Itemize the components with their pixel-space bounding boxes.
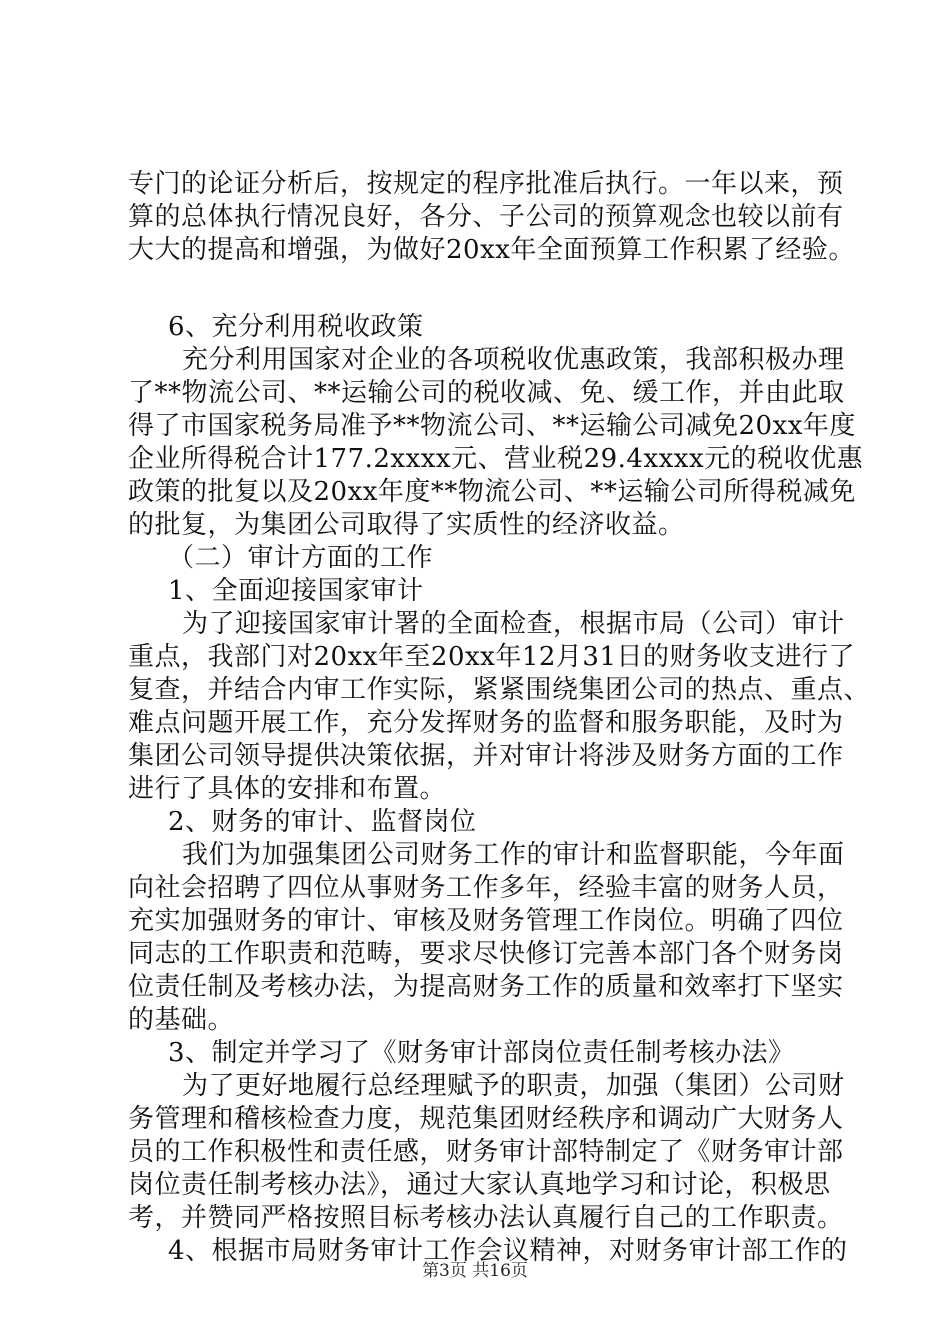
- document-body: [128, 168, 871, 1268]
- text-line: 复查，并结合内审工作实际，紧紧围绕集团公司的热点、重点、: [128, 675, 871, 705]
- text-line: 的基础。: [128, 1005, 235, 1035]
- text-line: 得了市国家税务局准予**物流公司、**运输公司减免20xx年度: [128, 411, 856, 441]
- text-line: 为了迎接国家审计署的全面检查，根据市局（公司）审计: [182, 609, 845, 639]
- text-line: 了**物流公司、**运输公司的税收减、免、缓工作，并由此取: [128, 378, 845, 408]
- text-line: 难点问题开展工作，充分发挥财务的监督和服务职能，及时为: [128, 708, 844, 738]
- text-line: 充分利用国家对企业的各项税收优惠政策，我部积极办理: [182, 345, 845, 375]
- text-line: 我们为加强集团公司财务工作的审计和监督职能，今年面: [182, 840, 845, 870]
- text-line: 重点，我部门对20xx年至20xx年12月31日的财务收支进行了: [128, 642, 855, 672]
- page-footer: 第3页 共16页: [422, 1261, 528, 1281]
- section-heading-3: 3、制定并学习了《财务审计部岗位责任制考核办法》: [168, 1038, 795, 1068]
- text-line: 大大的提高和增强，为做好20xx年全面预算工作积累了经验。: [128, 235, 855, 265]
- text-line: 同志的工作职责和范畴，要求尽快修订完善本部门各个财务岗: [128, 939, 844, 969]
- text-line: 算的总体执行情况良好，各分、子公司的预算观念也较以前有: [128, 202, 844, 232]
- text-line: 专门的论证分析后，按规定的程序批准后执行。一年以来，预: [128, 169, 844, 199]
- section-heading-4: 4、根据市局财务审计工作会议精神，对财务审计部工作的: [168, 1236, 848, 1266]
- paragraph-gap: [128, 267, 828, 311]
- section-heading-2: 2、财务的审计、监督岗位: [168, 807, 477, 837]
- section-heading-1: 1、全面迎接国家审计: [168, 576, 424, 606]
- text-line: 向社会招聘了四位从事财务工作多年，经验丰富的财务人员，: [128, 873, 844, 903]
- text-line: 充实加强财务的审计、审核及财务管理工作岗位。明确了四位: [128, 906, 844, 936]
- section-heading-audit: （二）审计方面的工作: [168, 543, 434, 573]
- text-line: 集团公司领导提供决策依据，并对审计将涉及财务方面的工作: [128, 741, 844, 771]
- text-line: 考，并赞同严格按照目标考核办法认真履行自己的工作职责。: [128, 1203, 844, 1233]
- text-line: 政策的批复以及20xx年度**物流公司、**运输公司所得税减免: [128, 477, 856, 507]
- text-line: 务管理和稽核检查力度，规范集团财经秩序和调动广大财务人: [128, 1104, 844, 1134]
- text-line: 进行了具体的安排和布置。: [128, 774, 447, 804]
- text-line: 位责任制及考核办法，为提高财务工作的质量和效率打下坚实: [128, 972, 844, 1002]
- text-line: 岗位责任制考核办法》，通过大家认真地学习和讨论，积极思: [128, 1170, 831, 1200]
- text-line: 员的工作积极性和责任感，财务审计部特制定了《财务审计部: [128, 1137, 844, 1167]
- text-line: 企业所得税合计177.2xxxx元、营业税29.4xxxx元的税收优惠: [128, 444, 864, 474]
- text-line: 为了更好地履行总经理赋予的职责，加强（集团）公司财: [182, 1071, 845, 1101]
- text-line: 的批复，为集团公司取得了实质性的经济收益。: [128, 510, 685, 540]
- section-heading-6: 6、充分利用税收政策: [168, 312, 424, 342]
